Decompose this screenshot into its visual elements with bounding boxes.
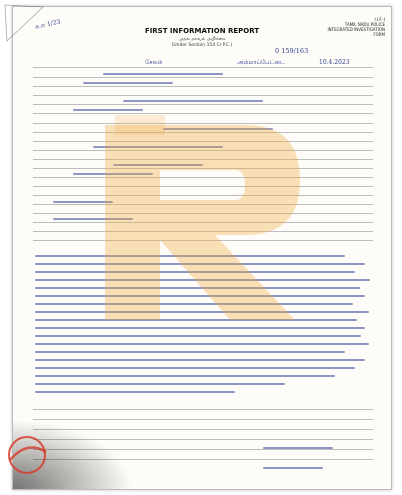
place-value: அம்மாப்பேட்டை [237, 59, 285, 66]
section-reference: (Under Section 154 Cr.P.C.) [171, 43, 233, 48]
fir-form [12, 6, 392, 490]
agency-line: TAMIL NADU POLICE [344, 22, 385, 27]
corner-handwriting: க.எ 1/23 [34, 18, 62, 31]
form-title-tamil: முதல் தகவல் அறிக்கை [178, 37, 226, 42]
form-title: FIRST INFORMATION REPORT [144, 27, 260, 35]
corner-mark-icon [3, 3, 47, 43]
fir-number: 0 159/163 [275, 47, 309, 55]
date-value: 10.4.2023 [319, 59, 350, 66]
agency-line: INTEGRATED INVESTIGATION FORM [327, 27, 385, 37]
agency-line: I.I.F.-I [374, 17, 385, 22]
agency-block [323, 17, 385, 37]
district-value: சேலம் [145, 59, 163, 66]
police-stamp-icon [2, 430, 52, 480]
